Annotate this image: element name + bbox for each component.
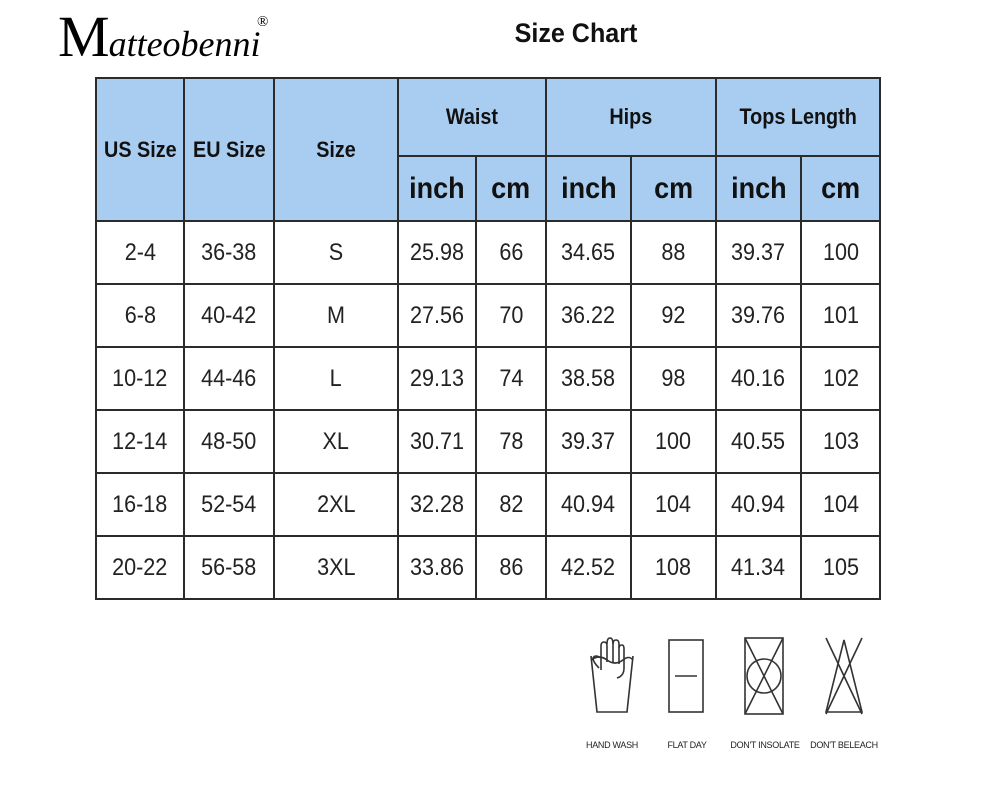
cell-tops-length-inch: 40.16 [716,347,801,410]
cell-tops-length-inch: 40.94 [716,473,801,536]
header-unit-inch: inch [398,156,476,221]
cell-tops-length-cm: 105 [801,536,880,599]
cell-waist-cm: 66 [476,221,546,284]
care-label-hand-wash: HAND WASH [586,740,638,750]
flat-dry-icon [667,632,707,716]
cell-waist-inch: 25.98 [398,221,476,284]
cell-waist-cm: 70 [476,284,546,347]
cell-waist-inch: 32.28 [398,473,476,536]
table-row [96,347,880,410]
size-chart-table [95,77,881,600]
cell-tops-length-inch: 39.76 [716,284,801,347]
header-unit-cm: cm [631,156,716,221]
brand-name-rest: atteobenni [108,24,261,64]
cell-hips-cm: 98 [631,347,716,410]
cell-waist-cm: 74 [476,347,546,410]
care-do-not-bleach [810,632,878,750]
header-waist: Waist [398,78,546,156]
cell-eu-size: 56-58 [184,536,274,599]
table-row [96,473,880,536]
cell-us-size: 16-18 [96,473,184,536]
cell-size: S [274,221,398,284]
cell-eu-size: 48-50 [184,410,274,473]
header-tops-length: Tops Length [716,78,880,156]
header-us-size: US Size [96,78,184,221]
cell-eu-size: 52-54 [184,473,274,536]
care-label-do-not-insolate: DON'T INSOLATE [730,740,800,750]
page-title: Size Chart [514,18,638,48]
hand-wash-icon [587,632,637,716]
cell-eu-size: 40-42 [184,284,274,347]
header-hips: Hips [546,78,716,156]
care-flat-dry [667,632,707,750]
cell-waist-cm: 86 [476,536,546,599]
cell-us-size: 12-14 [96,410,184,473]
cell-size: XL [274,410,398,473]
cell-size: 2XL [274,473,398,536]
cell-waist-cm: 78 [476,410,546,473]
cell-tops-length-inch: 40.55 [716,410,801,473]
cell-hips-cm: 104 [631,473,716,536]
cell-hips-cm: 88 [631,221,716,284]
cell-tops-length-inch: 39.37 [716,221,801,284]
cell-waist-inch: 33.86 [398,536,476,599]
do-not-bleach-icon [822,632,866,716]
cell-size: 3XL [274,536,398,599]
cell-eu-size: 44-46 [184,347,274,410]
table-row [96,410,880,473]
cell-waist-inch: 29.13 [398,347,476,410]
cell-us-size: 10-12 [96,347,184,410]
brand-logo [58,4,261,69]
cell-hips-inch: 40.94 [546,473,631,536]
cell-size: M [274,284,398,347]
cell-hips-cm: 100 [631,410,716,473]
cell-eu-size: 36-38 [184,221,274,284]
care-label-do-not-bleach: DON'T BELEACH [810,740,878,750]
cell-us-size: 20-22 [96,536,184,599]
header-unit-inch: inch [716,156,801,221]
cell-size: L [274,347,398,410]
table-row [96,284,880,347]
brand-initial: M [58,4,109,69]
care-hand-wash [586,632,638,750]
cell-us-size: 2-4 [96,221,184,284]
cell-us-size: 6-8 [96,284,184,347]
header-unit-cm: cm [476,156,546,221]
cell-waist-inch: 30.71 [398,410,476,473]
header-row-main [96,78,880,156]
cell-tops-length-cm: 101 [801,284,880,347]
cell-hips-inch: 34.65 [546,221,631,284]
cell-tops-length-cm: 104 [801,473,880,536]
cell-waist-inch: 27.56 [398,284,476,347]
header-unit-cm: cm [801,156,880,221]
cell-hips-inch: 36.22 [546,284,631,347]
care-do-not-insolate [730,632,800,750]
cell-hips-inch: 38.58 [546,347,631,410]
table-row [96,221,880,284]
cell-hips-cm: 108 [631,536,716,599]
registered-mark: ® [257,14,269,30]
cell-tops-length-cm: 103 [801,410,880,473]
table-row [96,536,880,599]
header-eu-size: EU Size [184,78,274,221]
header-size: Size [274,78,398,221]
cell-hips-inch: 42.52 [546,536,631,599]
care-label-flat-dry: FLAT DAY [667,740,707,750]
header-unit-inch: inch [546,156,631,221]
cell-tops-length-cm: 100 [801,221,880,284]
cell-waist-cm: 82 [476,473,546,536]
cell-tops-length-inch: 41.34 [716,536,801,599]
do-not-insolate-icon [743,632,787,716]
cell-tops-length-cm: 102 [801,347,880,410]
cell-hips-inch: 39.37 [546,410,631,473]
cell-hips-cm: 92 [631,284,716,347]
